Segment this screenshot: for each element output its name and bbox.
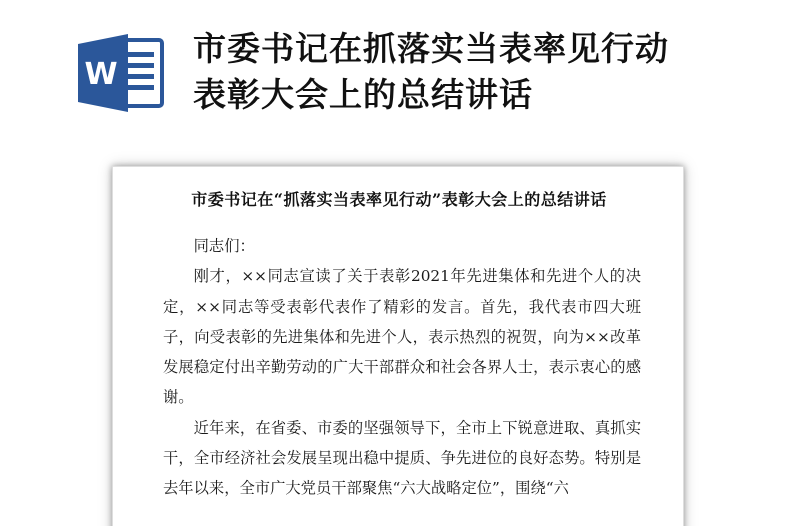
paragraph-2: 近年来，在省委、市委的坚强领导下，全市上下锐意进取、真抓实干，全市经济社会发展呈现出稳中提质、争先进位的良好态势。特别是去年以来，全市广大党员干部聚焦“六大战略定位”，围绕“六 (163, 418, 641, 498)
header-banner (0, 0, 800, 150)
word-icon-letter: W (84, 57, 118, 92)
word-document-icon (76, 32, 166, 114)
salutation: 同志们： (193, 237, 255, 255)
paragraph-1: 刚才，××同志宣读了关于表彰2021年先进集体和先进个人的决定，××同志等受表彰代表作了精彩的发言。首先，我代表市四大班子，向受表彰的先进集体和先进个人，表示热烈的祝贺，向为××改革发展稳定付出辛勤劳动的广大干部群众和社会各界人士，表示衷心的感谢。 (163, 267, 641, 407)
title-line-2: 表彰大会上的总结讲话 (193, 75, 533, 114)
title-line-1: 市委书记在抓落实当表率见行动 (193, 29, 669, 68)
document-page (112, 166, 684, 526)
document-body (163, 231, 641, 504)
page-title (193, 26, 773, 118)
document-heading: 市委书记在“抓落实当表率见行动”表彰大会上的总结讲话 (191, 190, 607, 209)
